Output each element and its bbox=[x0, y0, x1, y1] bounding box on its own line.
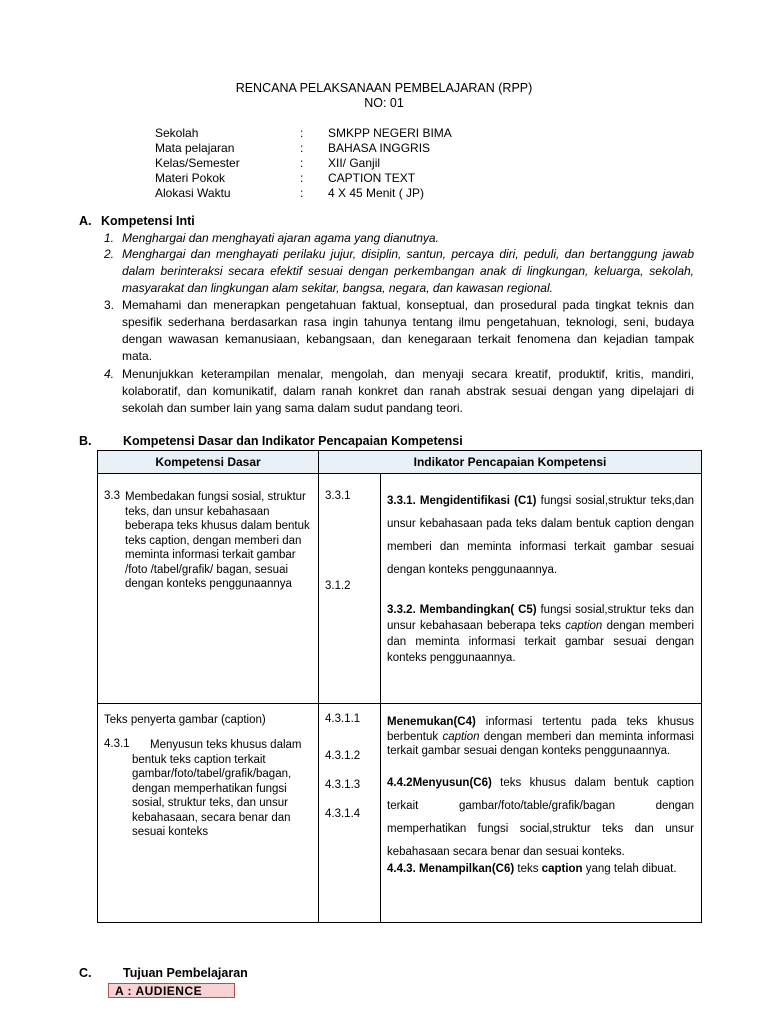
info-value: 4 X 45 Menit ( JP) bbox=[328, 186, 425, 200]
section-a-heading: Kompetensi Inti bbox=[101, 214, 195, 228]
indicator-italic: caption bbox=[442, 730, 480, 743]
list-number: 4. bbox=[104, 367, 115, 381]
indicator-body: dengan memberi dan meminta informasi terkait gambar sesuai dengan konteks penggunaannya. bbox=[387, 620, 695, 664]
info-value: XII/ Ganjil bbox=[328, 156, 381, 170]
indicator-verb: 3.3.1. Mengidentifikasi (C1) bbox=[387, 495, 537, 507]
list-number: 3. bbox=[104, 298, 115, 312]
header-indikator: Indikator Pencapaian Kompetensi bbox=[319, 451, 702, 474]
indicator-text bbox=[387, 715, 694, 759]
code-cell bbox=[319, 474, 381, 704]
indicator-text bbox=[387, 490, 694, 582]
info-label: Alokasi Waktu bbox=[155, 186, 231, 200]
indicator-verb: 3.3.2. Membandingkan( C5) bbox=[387, 604, 537, 616]
indicator-text bbox=[387, 862, 694, 877]
info-colon: : bbox=[300, 186, 304, 200]
indicator-body: fungsi sosial,struktur teks,dan unsur kebahasaan pada teks dalam bentuk caption dengan memberi dan meminta informasi terkait gambar sesuai dengan konteks penggunaannya. bbox=[387, 495, 694, 576]
kd-cell bbox=[98, 704, 319, 923]
header-kompetensi-dasar: Kompetensi Dasar bbox=[98, 451, 319, 474]
indicator-code: 4.3.1.3 bbox=[325, 779, 361, 791]
indicator-text bbox=[387, 772, 694, 864]
table-header-row bbox=[98, 451, 702, 474]
section-c-heading: Tujuan Pembelajaran bbox=[123, 966, 248, 980]
section-b-heading: Kompetensi Dasar dan Indikator Pencapaian Kompetensi bbox=[123, 434, 463, 448]
info-label: Sekolah bbox=[155, 126, 199, 140]
indicator-code: 4.3.1.1 bbox=[325, 713, 361, 725]
indicator-cell bbox=[381, 704, 702, 923]
info-colon: : bbox=[300, 126, 304, 140]
info-label: Materi Pokok bbox=[155, 171, 226, 185]
indicator-body: fungsi sosial,struktur teks dan unsur kebahasaan beberapa teks bbox=[387, 604, 694, 632]
indicator-cell bbox=[381, 474, 702, 704]
indicator-code: 3.1.2 bbox=[325, 580, 351, 592]
kd-heading: Teks penyerta gambar (caption) bbox=[104, 714, 266, 726]
indicator-code: 4.3.1.4 bbox=[325, 808, 361, 820]
kd-number: 4.3.1 bbox=[104, 738, 130, 750]
info-colon: : bbox=[300, 156, 304, 170]
info-colon: : bbox=[300, 141, 304, 155]
indicator-body: teks khusus dalam bentuk caption terkait gambar/foto/table/grafik/bagan dengan memperhatikan fungsi social,struktur teks dan unsur kebahasaan secara benar dan sesuai konteks. bbox=[387, 777, 694, 858]
info-colon: : bbox=[300, 171, 304, 185]
kd-cell bbox=[98, 474, 319, 704]
indicator-verb: 4.4.3. Menampilkan(C6) bbox=[387, 863, 515, 875]
indicator-body: yang telah dibuat. bbox=[582, 863, 677, 875]
list-number: 1. bbox=[104, 231, 115, 245]
indicator-bold: caption bbox=[541, 863, 583, 875]
list-text: Menghargai dan menghayati perilaku jujur, disiplin, santun, percaya diri, peduli, dan bertanggung jawab dalam berinteraksi secara efektif sesuai dengan perkembangan anak di lingkungan, keluarga, sekolah, masyarakat dan lingkungan alam sekitar, bangsa, negara, dan kawasan regional. bbox=[122, 247, 694, 295]
info-label: Mata pelajaran bbox=[155, 141, 235, 155]
section-a-letter: A. bbox=[79, 214, 92, 228]
kd-number: 3.3 bbox=[104, 490, 120, 502]
list-number: 2. bbox=[104, 247, 115, 261]
document-title: RENCANA PELAKSANAAN PEMBELAJARAN (RPP) bbox=[235, 81, 533, 95]
kd-text: Menyusun teks khusus dalam bentuk teks caption terkait gambar/foto/tabel/grafik/bagan, dengan memperhatikan fungsi sosial, struktur teks, dan unsur kebahasaan, secara benar dan sesuai konteks bbox=[132, 739, 302, 838]
list-text: Menunjukkan keterampilan menalar, mengolah, dan menyaji secara kreatif, produktif, kritis, mandiri, kolaboratif, dan komunikatif, dalam ranah konkret dan ranah abstrak sesuai dengan yang dipelajari di sekolah dan sumber lain yang sama dalam sudut pandang teori. bbox=[122, 367, 694, 415]
audience-label: A : AUDIENCE bbox=[108, 983, 235, 998]
indicator-code: 3.3.1 bbox=[325, 490, 351, 502]
section-b-letter: B. bbox=[79, 434, 92, 448]
table-row bbox=[98, 704, 702, 923]
indicator-code: 4.3.1.2 bbox=[325, 750, 361, 762]
list-text: Memahami dan menerapkan pengetahuan faktual, konseptual, dan prosedural pada tingkat teknis dan spesifik sederhana berdasarkan rasa ingin tahunya tentang ilmu pengetahuan, teknologi, seni, budaya dengan wawasan kemanusiaan, kebangsaan, dan kenegaraan terkait fenomena dan kejadian tampak mata. bbox=[122, 298, 694, 363]
list-item bbox=[104, 366, 694, 417]
indicator-body: dengan memberi dan meminta informasi terkait gambar sesuai dengan konteks penggunaannya. bbox=[387, 730, 694, 757]
list-item bbox=[104, 297, 694, 365]
section-c-letter: C. bbox=[79, 966, 92, 980]
indicator-italic: caption bbox=[565, 620, 603, 632]
kd-text: Membedakan fungsi sosial, struktur teks, dan unsur kebahasaan beberapa teks khusus dalam bentuk teks caption, dengan memberi dan meminta informasi terkait gambar /foto /tabel/grafik/ bagan, sesuai dengan konteks penggunaannya bbox=[125, 491, 310, 590]
info-value: SMKPP NEGERI BIMA bbox=[328, 126, 452, 140]
list-item bbox=[104, 230, 694, 247]
indicator-verb: 4.4.2Menyusun(C6) bbox=[387, 777, 492, 789]
document-number: NO: 01 bbox=[364, 96, 404, 110]
info-value: CAPTION TEXT bbox=[328, 171, 416, 185]
indicator-text bbox=[387, 602, 694, 666]
code-cell bbox=[319, 704, 381, 923]
indicator-verb: Menemukan(C4) bbox=[387, 716, 476, 728]
competency-table bbox=[97, 450, 702, 923]
table-row bbox=[98, 474, 702, 704]
info-label: Kelas/Semester bbox=[155, 156, 240, 170]
indicator-body: teks bbox=[514, 863, 542, 875]
list-text: Menghargai dan menghayati ajaran agama yang dianutnya. bbox=[122, 231, 439, 245]
indicator-body: informasi tertentu pada teks khusus berbentuk bbox=[387, 716, 694, 743]
info-value: BAHASA INGGRIS bbox=[328, 141, 431, 155]
